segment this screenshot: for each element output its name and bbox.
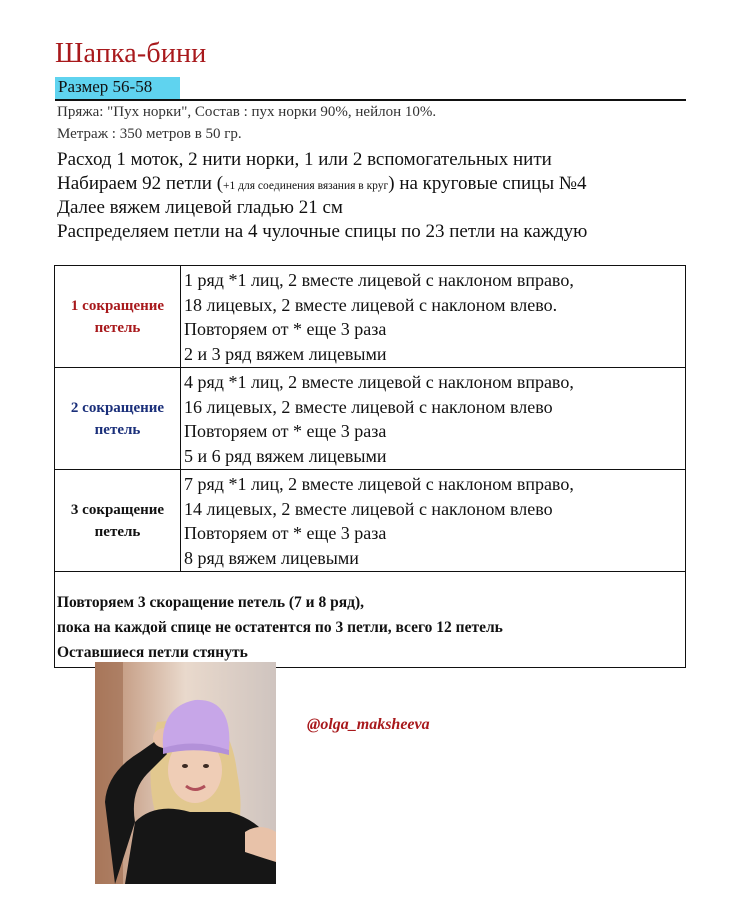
table-row: [55, 266, 686, 368]
instruction-line: 1 ряд *1 лиц, 2 вместе лицевой с наклоном вправо,: [184, 270, 574, 290]
consumption-info: Расход 1 моток, 2 нити норки, 1 или 2 вспомогательных нити: [57, 149, 552, 170]
yarn-info: Пряжа: "Пух норки", Состав : пух норки 90%, нейлон 10%.: [57, 104, 437, 120]
cast-on-note: +1 для соединения вязания в круг: [223, 180, 389, 192]
decrease-3-label: [55, 470, 181, 572]
decrease-3-instructions: [181, 470, 686, 572]
decrease-1-instructions: [181, 266, 686, 368]
instruction-line: Повторяем от * еще 3 раза: [184, 523, 387, 543]
cast-on-suffix: ) на круговые спицы №4: [388, 173, 587, 194]
stockinette-info: Далее вяжем лицевой гладью 21 см: [57, 197, 343, 218]
cast-on-prefix: Набираем 92 петли (: [57, 173, 224, 194]
table-row: [55, 368, 686, 470]
decrease-1-label: [55, 266, 181, 368]
title-divider: [55, 99, 686, 101]
page-title: Шапка-бини: [55, 38, 207, 69]
decrease-3-subtitle: петель: [94, 523, 141, 540]
model-photo: [95, 662, 276, 884]
instruction-line: 4 ряд *1 лиц, 2 вместе лицевой с наклоном вправо,: [184, 372, 574, 392]
summary-line: Повторяем 3 скоращение петель (7 и 8 ряд),: [57, 594, 364, 611]
instruction-line: 18 лицевых, 2 вместе лицевой с наклоном влево.: [184, 294, 558, 315]
table-row: [55, 572, 686, 668]
decrease-table: [54, 265, 686, 668]
instruction-line: 8 ряд вяжем лицевыми: [184, 547, 359, 568]
decrease-2-label: [55, 368, 181, 470]
decrease-1-subtitle: петель: [94, 319, 141, 336]
decrease-2-instructions: [181, 368, 686, 470]
instruction-line: 14 лицевых, 2 вместе лицевой с наклоном влево: [184, 498, 553, 519]
decrease-2-title: 2 сокращение: [70, 399, 165, 416]
length-info: Метраж : 350 метров в 50 гр.: [57, 126, 242, 142]
instruction-line: 16 лицевых, 2 вместе лицевой с наклоном влево: [184, 396, 553, 417]
decrease-3-title: 3 сокращение: [70, 501, 165, 518]
decrease-1-title: 1 сокращение: [70, 297, 165, 314]
instruction-line: 5 и 6 ряд вяжем лицевыми: [184, 445, 387, 466]
table-row: [55, 470, 686, 572]
size-label: Размер 56-58: [58, 77, 153, 96]
cast-on-info: [57, 173, 586, 195]
summary-line: Оставшиеся петли стянуть: [57, 644, 248, 661]
decrease-2-subtitle: петель: [94, 421, 141, 438]
instruction-line: 2 и 3 ряд вяжем лицевыми: [184, 343, 387, 364]
instruction-line: Повторяем от * еще 3 раза: [184, 421, 387, 441]
summary-cell: [55, 572, 686, 668]
distribute-info: Распределяем петли на 4 чулочные спицы по 23 петли на каждую: [57, 221, 588, 242]
summary-line: пока на каждой спице не остатентся по 3 петли, всего 12 петель: [57, 619, 503, 636]
model-illustration: [95, 662, 276, 884]
instruction-line: Повторяем от * еще 3 раза: [184, 319, 387, 339]
author-handle[interactable]: @olga_maksheeva: [307, 716, 430, 733]
instruction-line: 7 ряд *1 лиц, 2 вместе лицевой с наклоном вправо,: [184, 474, 574, 494]
